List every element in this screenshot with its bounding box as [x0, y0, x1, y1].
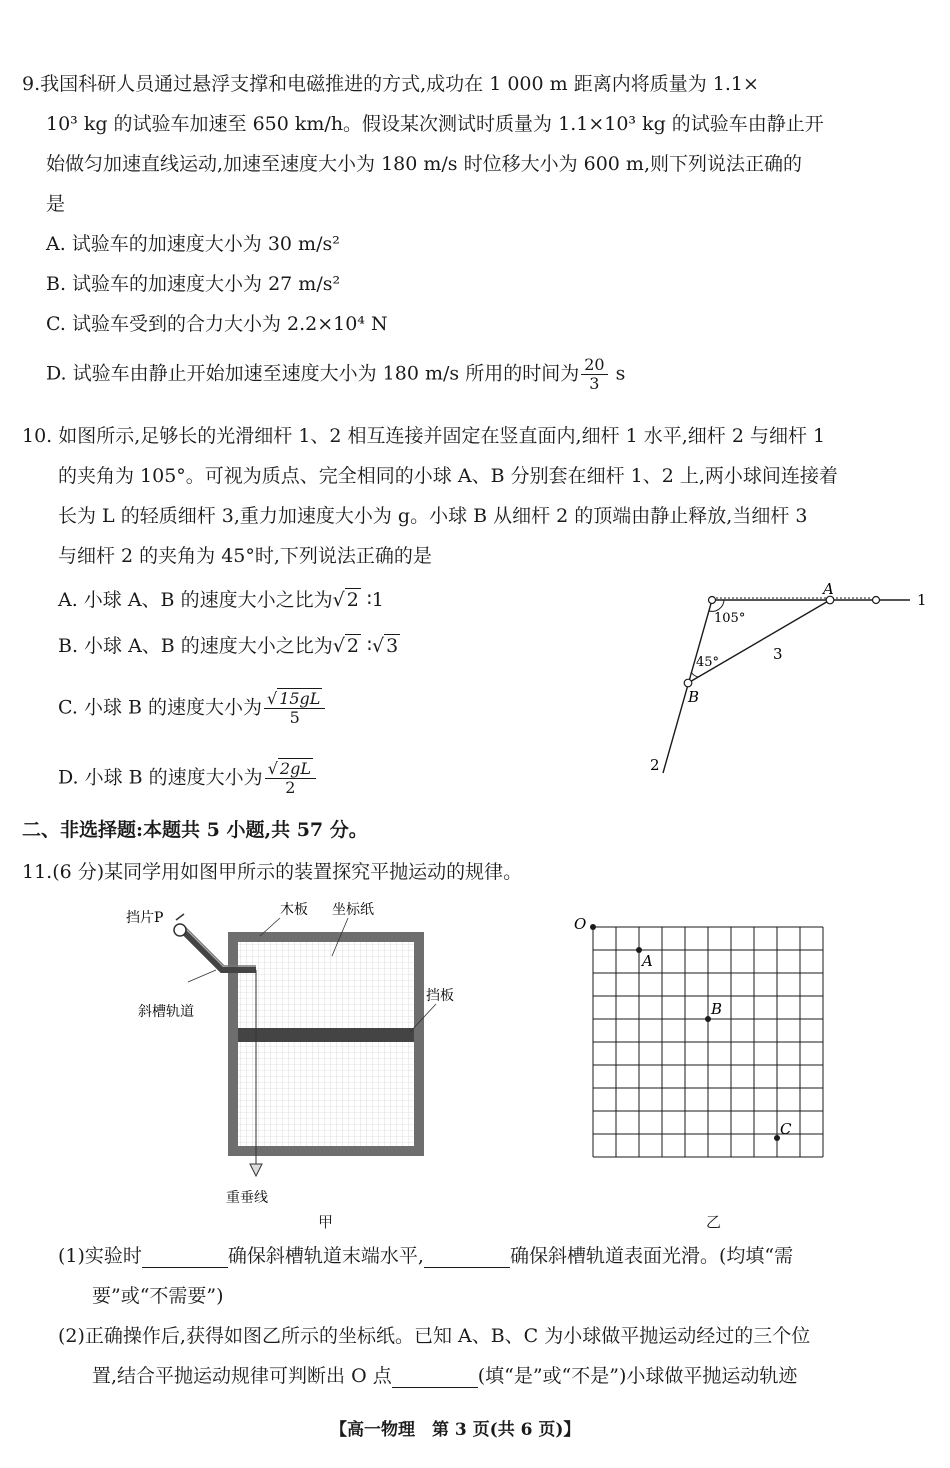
stopper-p [176, 914, 184, 920]
angle-45-label: 45° [696, 655, 720, 670]
plumb-label: 重垂线 [226, 1190, 268, 1206]
rod-3-label: 3 [773, 645, 783, 663]
q9-line-4: 是 [46, 193, 66, 215]
q10-line-1: 10. 如图所示,足够长的光滑细杆 1、2 相互连接并固定在竖直面内,细杆 1 水平,细杆 2 与细杆 1 [22, 425, 826, 447]
grid-paper-figure [570, 910, 840, 1170]
q10-option-c-fraction [264, 690, 325, 727]
q11-part-2-text-b: 置,结合平抛运动规律可判断出 O 点 [92, 1365, 392, 1387]
figure-yi-caption: 乙 [706, 1213, 722, 1231]
track-label: 斜槽轨道 [138, 1004, 194, 1020]
radicand: 2gL [279, 759, 311, 778]
q11-blank-2[interactable] [424, 1249, 510, 1268]
rod-2-label: 2 [650, 756, 660, 774]
radicand: 3 [386, 635, 399, 657]
point-o-label: O [574, 915, 587, 933]
section-2-heading: 二、非选择题:本题共 5 小题,共 57 分。 [22, 819, 368, 841]
q10-option-d [58, 760, 318, 797]
board-label: 木板 [280, 902, 308, 918]
angle-45-arc [691, 672, 698, 677]
coordinate-paper-grid [238, 942, 414, 1146]
q9-option-d [46, 356, 625, 393]
stopper-label: 挡片P [126, 910, 164, 926]
q9-line-3: 始做匀加速直线运动,加速至速度大小为 180 m/s 时位移大小为 600 m,则下列说法正确的 [46, 153, 802, 175]
point-a-label: A [642, 952, 653, 970]
joint-ring [709, 597, 716, 604]
q10-option-b: B. 小球 A、B 的速度大小之比为√ 2 ∶√ 3 [58, 635, 399, 657]
q11-part-1-text-b: 确保斜槽轨道末端水平, [227, 1245, 424, 1267]
ball [174, 924, 186, 936]
ratio-sign: ∶ [361, 635, 372, 657]
q11-part-1-cont: 要”或“不需要”) [92, 1285, 224, 1307]
q11-part-1-text-a: (1)实验时 [58, 1245, 142, 1267]
ball-a-label: A [823, 580, 834, 598]
figure-jia-caption: 甲 [318, 1213, 334, 1231]
fraction-denominator: 5 [289, 708, 300, 727]
q9-option-a: A. 试验车的加速度大小为 30 m/s² [46, 233, 340, 255]
ball-b-label: B [688, 688, 700, 706]
q10-option-d-text: D. 小球 B 的速度大小为 [58, 766, 263, 789]
q9-option-b: B. 试验车的加速度大小为 27 m/s² [46, 273, 341, 295]
q11-blank-1[interactable] [142, 1249, 228, 1268]
q10-option-c-text: C. 小球 B 的速度大小为 [58, 696, 262, 719]
q11-part-2-text-c: (填“是”或“不是”)小球做平抛运动轨迹 [477, 1365, 798, 1387]
point-o [590, 924, 596, 930]
q10-option-b-text: B. 小球 A、B 的速度大小之比为 [58, 635, 333, 657]
ball-b [684, 679, 692, 687]
q9-option-d-fraction [581, 356, 607, 393]
apparatus-figure [120, 896, 470, 1216]
q11-blank-3[interactable] [392, 1369, 478, 1388]
paper-label: 坐标纸 [332, 902, 374, 918]
q10-line-4: 与细杆 2 的夹角为 45°时,下列说法正确的是 [58, 545, 432, 567]
q10-option-a: A. 小球 A、B 的速度大小之比为√ 2 ∶1 [58, 589, 384, 611]
page-footer: 【高一物理 第 3 页(共 6 页)】 [330, 1420, 581, 1440]
q10-option-d-fraction [265, 760, 316, 797]
q9-option-c: C. 试验车受到的合力大小为 2.2×10⁴ N [46, 313, 388, 335]
q10-rod-figure [640, 578, 940, 778]
radicand: 2 [346, 589, 359, 611]
plumb-bob [250, 1164, 262, 1176]
q9-line-2: 10³ kg 的试验车加速至 650 km/h。假设某次测试时质量为 1.1×10³ kg 的试验车由静止开 [46, 113, 824, 135]
angle-105-label: 105° [714, 611, 746, 626]
q11-intro: 11.(6 分)某同学用如图甲所示的装置探究平抛运动的规律。 [22, 861, 523, 883]
q9-option-d-unit: s [615, 362, 626, 385]
radicand: 15gL [279, 689, 321, 708]
fraction-numerator: √ 15gL [264, 690, 325, 709]
q9-line-1: 9.我国科研人员通过悬浮支撑和电磁推进的方式,成功在 1 000 m 距离内将质量为 1.1× [22, 73, 759, 95]
baffle-plate [238, 1028, 414, 1042]
point-c-label: C [780, 1120, 792, 1138]
rod-1-end-ring [873, 597, 880, 604]
q11-part-2: (2)正确操作后,获得如图乙所示的坐标纸。已知 A、B、C 为小球做平抛运动经过的三个位 [58, 1325, 811, 1347]
q11-part-2-cont [92, 1364, 797, 1388]
q9-option-d-text: D. 试验车由静止开始加速至速度大小为 180 m/s 所用的时间为 [46, 362, 580, 385]
rod-1-label: 1 [917, 591, 927, 609]
q11-part-1 [58, 1244, 793, 1268]
baffle-label: 挡板 [426, 988, 454, 1004]
q10-option-a-ratio: ∶1 [360, 589, 384, 611]
rod-3-line [688, 600, 830, 683]
q10-option-c [58, 690, 327, 727]
track-leader [188, 970, 216, 982]
q10-line-3: 长为 L 的轻质细杆 3,重力加速度大小为 g。小球 B 从细杆 2 的顶端由静止释放,当细杆 3 [58, 505, 808, 527]
q10-line-2: 的夹角为 105°。可视为质点、完全相同的小球 A、B 分别套在细杆 1、2 上,两小球间连接着 [58, 465, 838, 487]
q10-option-a-text: A. 小球 A、B 的速度大小之比为 [58, 589, 333, 611]
fraction-numerator: 20 [581, 356, 607, 375]
radicand: 2 [346, 635, 360, 657]
fraction-denominator: 2 [285, 778, 296, 797]
point-b-label: B [711, 1000, 723, 1018]
fraction-denominator: 3 [589, 374, 600, 393]
fraction-numerator: √ 2gL [265, 760, 316, 779]
q11-part-1-text-c: 确保斜槽轨道表面光滑。(均填“需 [509, 1245, 794, 1267]
